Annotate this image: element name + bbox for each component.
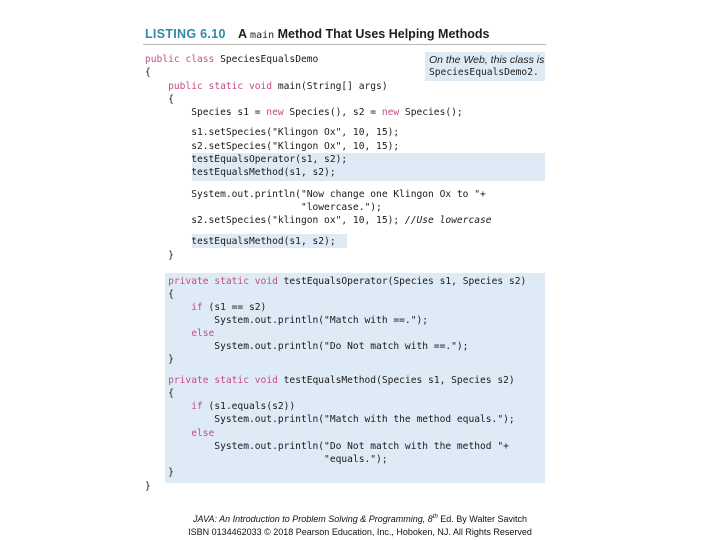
listing-number: LISTING 6.10: [145, 27, 226, 41]
code-line: }: [145, 354, 174, 365]
code-line: testEqualsMethod(s1, s2);: [145, 167, 336, 178]
footer-line1-tail: Ed. By Walter Savitch: [437, 514, 527, 524]
footer-copyright: ISBN 0134462033 © 2018 Pearson Education, Inc., Hoboken, NJ. All Rights Reserved: [188, 527, 532, 537]
code-line: if (s1 == s2): [191, 302, 267, 313]
footer-line1-sup: th: [432, 514, 438, 520]
listing-title-suffix: Method That Uses Helping Methods: [274, 27, 490, 41]
code-line: public class SpeciesEqualsDemo: [145, 54, 319, 65]
code-line: else: [191, 328, 215, 339]
code-line: s2.setSpecies("Klingon Ox", 10, 15);: [145, 141, 400, 152]
code-line: private static void testEqualsMethod(Species s1, Species s2): [168, 375, 515, 386]
code-line: if (s1.equals(s2)): [191, 401, 296, 412]
web-note-line1: On the Web, this class is: [429, 54, 545, 66]
code-line: System.out.println("Match with ==.");: [145, 315, 429, 326]
listing-title-code: main: [250, 30, 275, 41]
code-line: }: [145, 481, 151, 492]
code-line: testEqualsOperator(s1, s2);: [145, 154, 348, 165]
web-note: [425, 52, 545, 81]
code-line: testEqualsMethod(s1, s2);: [145, 236, 336, 247]
code-line: System.out.println("Now change one Klingon Ox to "+: [145, 189, 486, 200]
code-line: Species s1 = new Species(), s2 = new Species();: [145, 107, 463, 118]
code-line: System.out.println("Do Not match with ==.");: [145, 341, 469, 352]
code-line: System.out.println("Match with the method equals.");: [145, 414, 515, 425]
footer-line1-main: JAVA: An Introduction to Problem Solving & Programming, 8: [192, 514, 433, 524]
code-line: "lowercase.");: [145, 202, 382, 213]
code-line: {: [145, 67, 151, 78]
code-line: private static void testEqualsOperator(Species s1, Species s2): [168, 276, 527, 287]
code-line: {: [145, 289, 174, 300]
code-line: public static void main(String[] args): [168, 81, 388, 92]
code-line: else: [191, 428, 215, 439]
code-line: {: [145, 388, 174, 399]
code-line: System.out.println("Do Not match with the method "+: [145, 441, 509, 452]
listing-title: [238, 27, 489, 41]
code-line: "equals.");: [145, 454, 388, 465]
code-line: }: [145, 250, 174, 261]
code-line: s1.setSpecies("Klingon Ox", 10, 15);: [145, 127, 400, 138]
listing-title-prefix: A: [238, 27, 251, 41]
web-note-line2: SpeciesEqualsDemo2.: [429, 67, 539, 78]
listing-title-bar: [143, 22, 546, 45]
code-line: {: [145, 94, 174, 105]
code-line: s2.setSpecies("klingon ox", 10, 15); //Use lowercase: [145, 215, 492, 226]
footer-citation: [0, 514, 720, 524]
code-line: }: [145, 467, 174, 478]
